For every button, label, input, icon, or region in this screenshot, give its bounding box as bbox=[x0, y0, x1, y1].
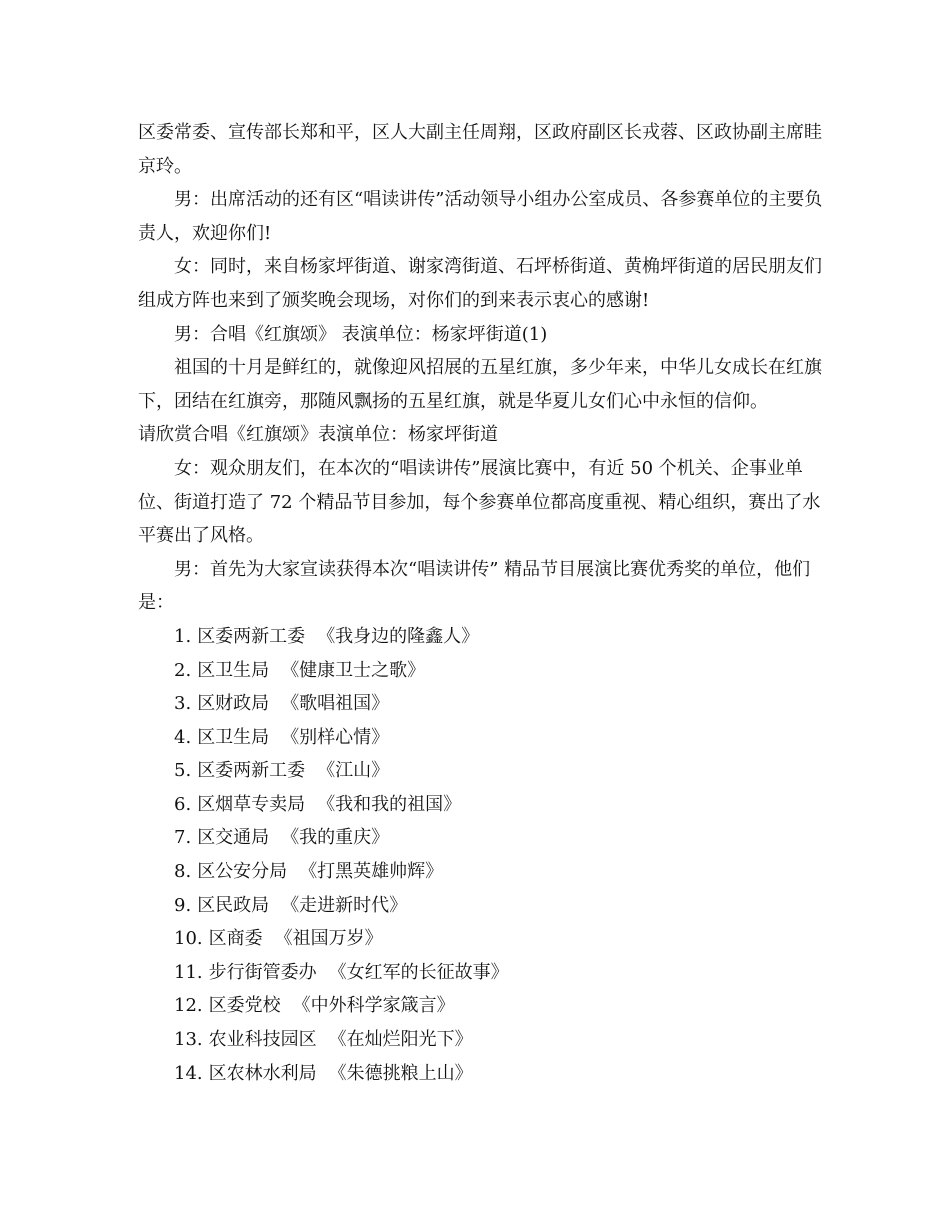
item-number: 6. bbox=[174, 793, 192, 815]
item-title: 《我的重庆》 bbox=[281, 827, 390, 849]
list-item bbox=[138, 788, 828, 822]
paragraph: 男：出席活动的还有区“唱读讲传”活动领导小组办公室成员、各参赛单位的主要负责人，欢迎你们! bbox=[138, 189, 823, 244]
item-title: 《打黑英雄帅辉》 bbox=[299, 861, 444, 883]
item-number: 11. bbox=[174, 961, 203, 983]
paragraph: 男：合唱《红旗颂》 表演单位：杨家坪街道(1) bbox=[174, 323, 548, 345]
item-number: 8. bbox=[174, 861, 192, 883]
paragraph: 祖国的十月是鲜红的，就像迎风招展的五星红旗，多少年来，中华儿女成长在红旗下，团结在红旗旁，那随风飘扬的五星红旗，就是华夏儿女们心中永恒的信仰。 bbox=[138, 357, 822, 412]
list-item bbox=[138, 855, 828, 889]
list-item bbox=[138, 654, 828, 688]
item-title: 《中外科学家箴言》 bbox=[292, 995, 455, 1017]
item-title: 《我身边的隆鑫人》 bbox=[317, 625, 480, 647]
item-organization: 步行街管委办 bbox=[208, 961, 317, 983]
item-organization: 区民政局 bbox=[197, 894, 270, 916]
item-number: 7. bbox=[174, 827, 192, 849]
list-item bbox=[138, 620, 828, 654]
item-organization: 区烟草专卖局 bbox=[197, 793, 306, 815]
item-number: 14. bbox=[174, 1062, 203, 1084]
item-organization: 区公安分局 bbox=[197, 861, 288, 883]
list-item bbox=[138, 721, 828, 755]
item-organization: 区农林水利局 bbox=[208, 1062, 317, 1084]
list-item bbox=[138, 989, 828, 1023]
list-item bbox=[138, 754, 828, 788]
item-organization: 区委两新工委 bbox=[197, 625, 306, 647]
item-number: 4. bbox=[174, 726, 192, 748]
list-item bbox=[138, 922, 828, 956]
list-item bbox=[138, 956, 828, 990]
item-organization: 区交通局 bbox=[197, 827, 270, 849]
item-title: 《我和我的祖国》 bbox=[317, 793, 462, 815]
item-organization: 区卫生局 bbox=[197, 659, 270, 681]
item-number: 10. bbox=[174, 928, 203, 950]
item-organization: 区委两新工委 bbox=[197, 760, 306, 782]
paragraph: 请欣赏合唱《红旗颂》表演单位：杨家坪街道 bbox=[138, 424, 498, 446]
item-title: 《健康卫士之歌》 bbox=[281, 659, 426, 681]
item-organization: 农业科技园区 bbox=[208, 1029, 317, 1051]
item-number: 12. bbox=[174, 995, 203, 1017]
item-number: 1. bbox=[174, 625, 192, 647]
item-number: 3. bbox=[174, 693, 192, 715]
item-organization: 区商委 bbox=[208, 928, 263, 950]
item-title: 《走进新时代》 bbox=[281, 894, 408, 916]
item-organization: 区卫生局 bbox=[197, 726, 270, 748]
list-item bbox=[138, 889, 828, 923]
list-item bbox=[138, 1057, 828, 1091]
paragraph: 男：首先为大家宣读获得本次“唱读讲传” 精品节目展演比赛优秀奖的单位，他们是： bbox=[138, 558, 811, 614]
item-number: 5. bbox=[174, 760, 192, 782]
item-organization: 区财政局 bbox=[197, 693, 270, 715]
item-organization: 区委党校 bbox=[208, 995, 281, 1017]
list-item bbox=[138, 1023, 828, 1057]
item-title: 《在灿烂阳光下》 bbox=[328, 1029, 473, 1051]
item-number: 9. bbox=[174, 894, 192, 916]
award-list bbox=[138, 620, 828, 1090]
item-number: 2. bbox=[174, 659, 192, 681]
list-item bbox=[138, 821, 828, 855]
paragraph: 女：同时，来自杨家坪街道、谢家湾街道、石坪桥街道、黄桷坪街道的居民朋友们组成方阵也来到了颁奖晚会现场，对你们的到来表示衷心的感谢! bbox=[138, 256, 822, 311]
item-number: 13. bbox=[174, 1029, 203, 1051]
item-title: 《祖国万岁》 bbox=[274, 928, 383, 950]
document-body bbox=[138, 116, 828, 1090]
item-title: 《女红军的长征故事》 bbox=[328, 961, 509, 983]
item-title: 《歌唱祖国》 bbox=[281, 693, 390, 715]
list-item bbox=[138, 687, 828, 721]
item-title: 《江山》 bbox=[317, 760, 390, 782]
paragraph: 女：观众朋友们，在本次的“唱读讲传”展演比赛中，有近 50 个机关、企事业单位、街道打造了 72 个精品节目参加，每个参赛单位都高度重视、精心组织，赛出了水平赛出了风格。 bbox=[138, 457, 821, 547]
item-title: 《别样心情》 bbox=[281, 726, 390, 748]
paragraph: 区委常委、宣传部长郑和平，区人大副主任周翔，区政府副区长戎蓉、区政协副主席眭京玲。 bbox=[138, 122, 822, 177]
item-title: 《朱德挑粮上山》 bbox=[328, 1062, 473, 1084]
